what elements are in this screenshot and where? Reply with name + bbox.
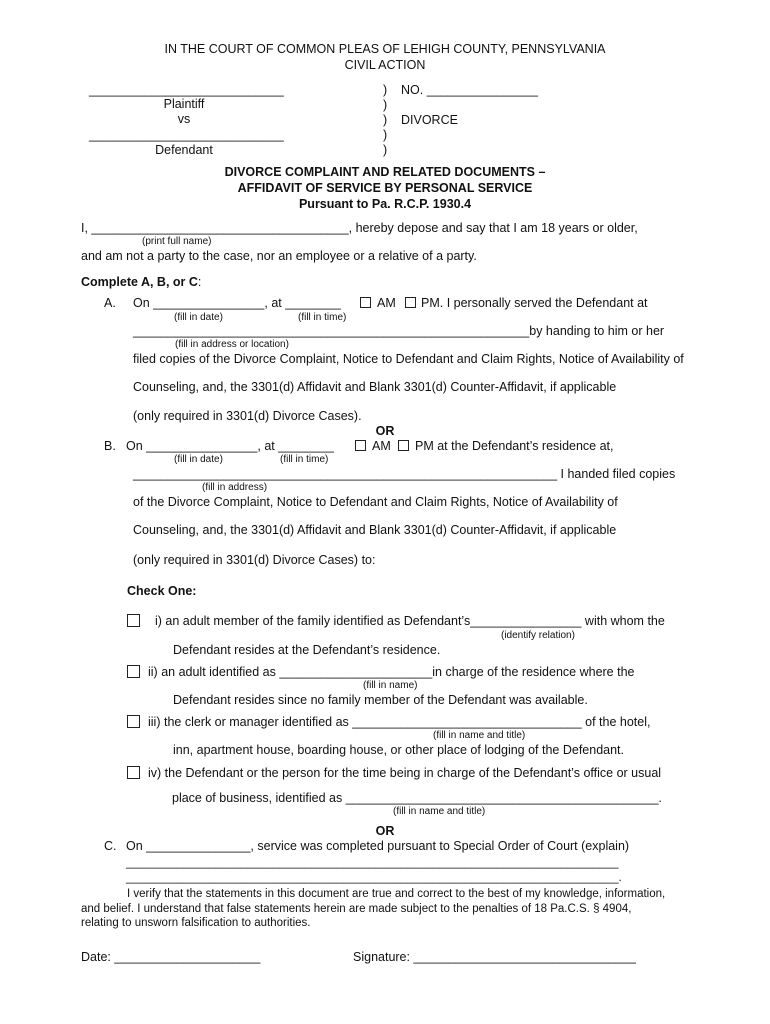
section-b-text-2: Counseling, and, the 3301(d) Affidavit and Blank 3301(d) Counter-Affidavit, if applicable xyxy=(133,523,617,537)
vs-label: vs xyxy=(177,112,191,126)
option-ii-line-2: Defendant resides since no family member of the Defendant was available. xyxy=(173,693,588,707)
or-divider-1: OR xyxy=(375,424,395,438)
section-c-letter: C. xyxy=(104,839,117,853)
section-a-text-3: (only required in 3301(d) Divorce Cases). xyxy=(133,409,362,423)
plaintiff-label: Plaintiff xyxy=(163,97,205,111)
section-b-text-1: of the Divorce Complaint, Notice to Defendant and Claim Rights, Notice of Availability of xyxy=(133,495,618,509)
title-line-2: AFFIDAVIT OF SERVICE BY PERSONAL SERVICE xyxy=(237,181,533,195)
option-i-checkbox[interactable] xyxy=(127,614,140,627)
section-a-am-label: AM xyxy=(377,296,396,310)
option-ii-line-1[interactable]: ii) an adult identified as ______________________in charge of the residence where the xyxy=(148,665,635,679)
title-line-1: DIVORCE COMPLAINT AND RELATED DOCUMENTS – xyxy=(224,165,546,179)
verify-line-2: and belief. I understand that false statements herein are made subject to the penalties of 18 Pa.C.S. § 4904, xyxy=(81,903,632,915)
option-iv-hint: (fill in name and title) xyxy=(393,806,486,817)
title-line-3: Pursuant to Pa. R.C.P. 1930.4 xyxy=(298,197,472,211)
option-iii-line-1[interactable]: iii) the clerk or manager identified as _________________________________ of the hotel, xyxy=(148,715,651,729)
section-a-pm-checkbox[interactable] xyxy=(405,297,416,308)
caption-paren: ) xyxy=(383,128,388,142)
court-heading: IN THE COURT OF COMMON PLEAS OF LEHIGH COUNTY, PENNSYLVANIA xyxy=(164,42,606,56)
option-ii-hint: (fill in name) xyxy=(363,680,418,691)
or-divider-2: OR xyxy=(375,824,395,838)
caption-paren: ) xyxy=(383,113,388,127)
section-b-am-checkbox[interactable] xyxy=(355,440,366,451)
section-b-address-field[interactable]: _____________________________________________________________ I handed filed copies xyxy=(133,467,676,481)
caption-paren: ) xyxy=(383,98,388,112)
section-b-text-3: (only required in 3301(d) Divorce Cases) to: xyxy=(133,553,376,567)
section-a-pm-label: PM. I personally served the Defendant at xyxy=(421,296,648,310)
section-a-text-2: Counseling, and, the 3301(d) Affidavit and Blank 3301(d) Counter-Affidavit, if applicable xyxy=(133,380,617,394)
print-name-hint: (print full name) xyxy=(142,236,212,247)
section-a-date-hint: (fill in date) xyxy=(174,312,223,323)
affiant-name-line[interactable]: I, _____________________________________, hereby depose and say that I am 18 years or older, xyxy=(81,221,638,235)
section-a-text-1: filed copies of the Divorce Complaint, Notice to Defendant and Claim Rights, Notice of Availability of xyxy=(133,352,684,366)
case-number-field[interactable]: NO. ________________ xyxy=(401,83,538,97)
intro-line-2: and am not a party to the case, nor an employee or a relative of a party. xyxy=(81,249,477,263)
section-c-explain-line-2[interactable]: _____________________________________________________________________________. xyxy=(126,872,622,884)
option-iii-hint: (fill in name and title) xyxy=(433,730,526,741)
section-c-text[interactable]: On _______________, service was completed pursuant to Special Order of Court (explain) xyxy=(126,839,630,853)
option-i-line-2: Defendant resides at the Defendant’s residence. xyxy=(173,643,441,657)
section-b-pm-checkbox[interactable] xyxy=(398,440,409,451)
caption-paren: ) xyxy=(383,83,388,97)
section-b-date-time[interactable]: On ________________, at ________ xyxy=(126,439,334,453)
check-one-label: Check One: xyxy=(127,584,197,598)
option-iv-line-1: iv) the Defendant or the person for the time being in charge of the Defendant’s office or usual xyxy=(148,766,662,780)
section-c-explain-line-1[interactable]: _____________________________________________________________________________ xyxy=(126,857,619,869)
section-b-letter: B. xyxy=(104,439,116,453)
section-a-address-hint: (fill in address or location) xyxy=(175,339,289,350)
section-b-pm-label: PM at the Defendant’s residence at, xyxy=(415,439,614,453)
defendant-field[interactable]: ____________________________ xyxy=(89,128,284,142)
option-iv-line-2[interactable]: place of business, identified as _____________________________________________. xyxy=(172,791,663,805)
option-iii-line-2: inn, apartment house, boarding house, or other place of lodging of the Defendant. xyxy=(173,743,625,757)
option-iii-checkbox[interactable] xyxy=(127,715,140,728)
option-iv-checkbox[interactable] xyxy=(127,766,140,779)
date-field[interactable]: Date: _____________________ xyxy=(81,950,261,964)
section-a-date-time[interactable]: On ________________, at ________ xyxy=(133,296,341,310)
section-b-time-hint: (fill in time) xyxy=(280,454,329,465)
defendant-label: Defendant xyxy=(155,143,213,157)
section-b-date-hint: (fill in date) xyxy=(174,454,223,465)
complete-instruction: Complete A, B, or C: xyxy=(81,275,202,289)
case-type: DIVORCE xyxy=(401,113,458,127)
section-a-time-hint: (fill in time) xyxy=(298,312,347,323)
option-ii-checkbox[interactable] xyxy=(127,665,140,678)
section-b-address-hint: (fill in address) xyxy=(202,482,268,493)
option-i-hint: (identify relation) xyxy=(501,630,575,641)
action-heading: CIVIL ACTION xyxy=(344,58,426,72)
signature-field[interactable]: Signature: ________________________________ xyxy=(353,950,636,964)
option-i-line-1[interactable]: i) an adult member of the family identified as Defendant’s________________ with whom the xyxy=(155,614,665,628)
section-b-am-label: AM xyxy=(372,439,391,453)
section-a-letter: A. xyxy=(104,296,116,310)
section-a-am-checkbox[interactable] xyxy=(360,297,371,308)
caption-paren: ) xyxy=(383,143,388,157)
plaintiff-field[interactable]: ____________________________ xyxy=(89,83,284,97)
verify-line-3: relating to unsworn falsification to authorities. xyxy=(81,917,311,929)
section-a-address-field[interactable]: _________________________________________________________by handing to him or her xyxy=(133,324,665,338)
verify-line-1: I verify that the statements in this document are true and correct to the best of my knowledge, information, xyxy=(127,888,666,900)
